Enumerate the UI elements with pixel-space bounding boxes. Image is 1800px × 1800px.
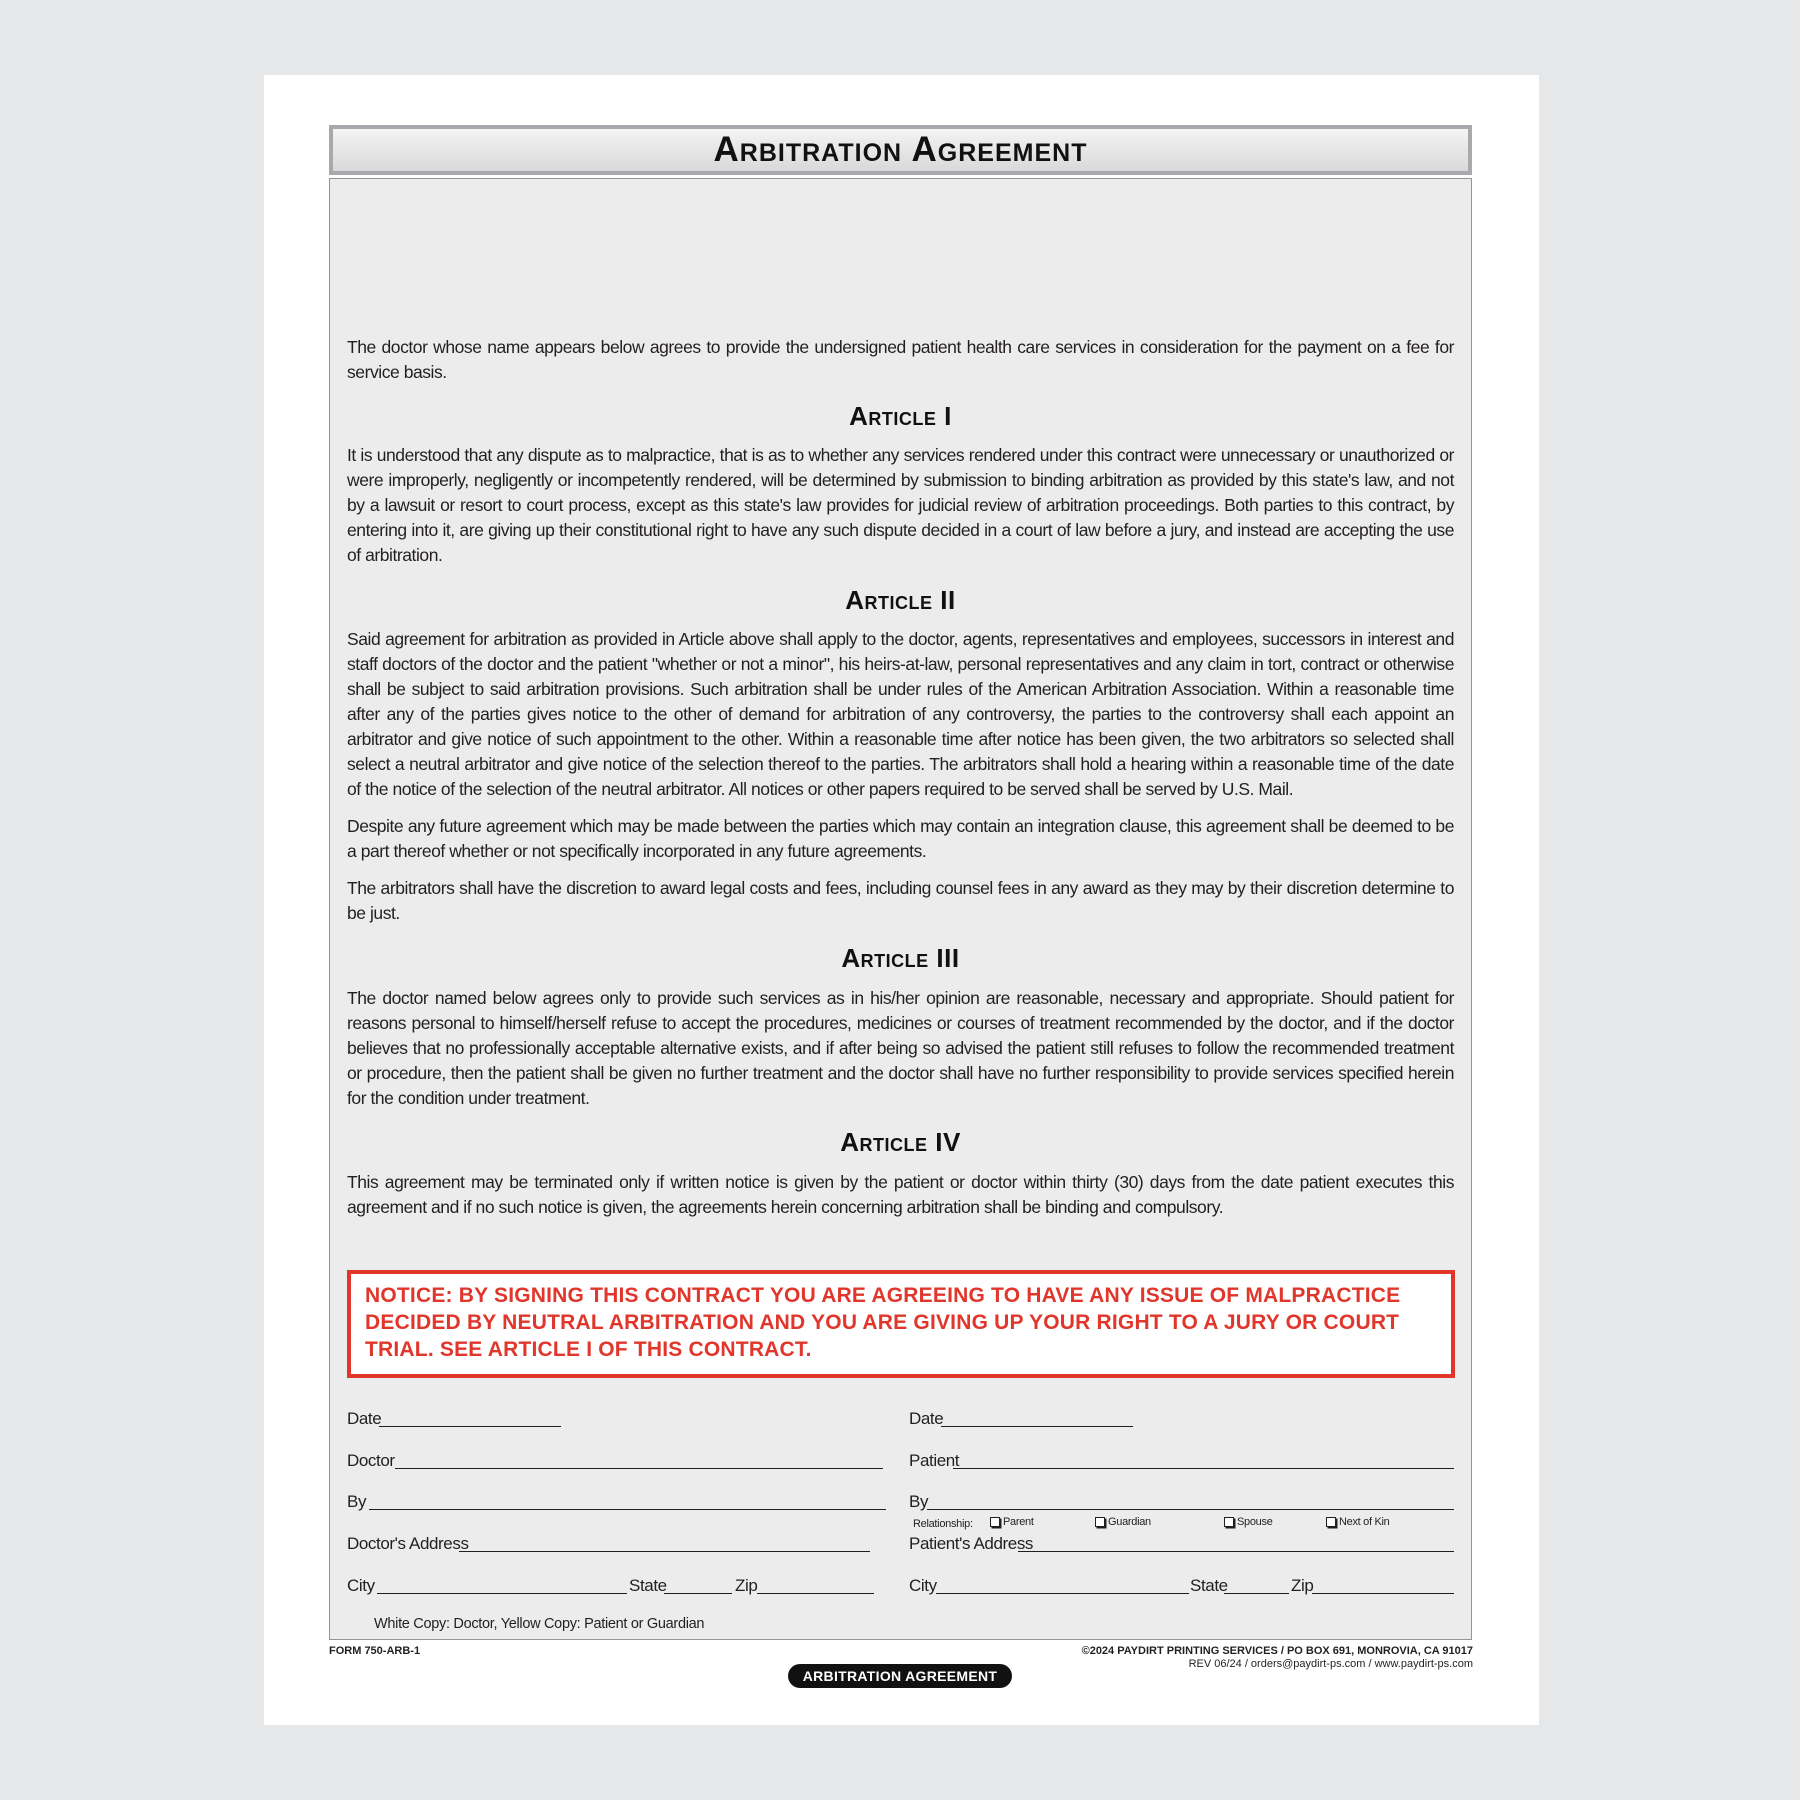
doctor-city-label: City <box>347 1576 375 1595</box>
article-2-heading: Article II <box>845 585 956 615</box>
relationship-label: Relationship: <box>913 1518 973 1530</box>
article-2-body <box>347 627 1454 802</box>
article-2-paragraph-2: Despite any future agreement which may be made between the parties which may contain an integration clause, this agreement shall be deemed to be a part thereof whether or not specifically incorporated in any future agreements. <box>347 816 1454 861</box>
spouse-checkbox[interactable] <box>1224 1517 1234 1527</box>
article-1-paragraph-1: It is understood that any dispute as to malpractice, that is as to whether any services rendered under this contract were unnecessary or unauthorized or were improperly, negligently or incompetently rendered, will be determined by submission to binding arbitration as provided by this state's law, and not by a lawsuit or resort to court process, except as this state's law provides for judicial review of arbitration proceedings. Both parties to this contract, by entering into it, are giving up their constitutional right to have any such dispute decided in a court of law before a jury, and instead are accepting the use of arbitration. <box>347 445 1454 565</box>
article-4-heading: Article IV <box>840 1127 961 1157</box>
publisher-line-1: ©2024 PAYDIRT PRINTING SERVICES / PO BOX 691, MONROVIA, CA 91017 <box>1081 1645 1473 1657</box>
relationship-option-spouse[interactable] <box>1224 1516 1273 1528</box>
parent-checkbox[interactable] <box>990 1517 1000 1527</box>
article-3-body <box>347 986 1454 1111</box>
article-1-body <box>347 443 1454 568</box>
doctor-state-field[interactable] <box>664 1593 732 1594</box>
article-2-paragraph-1: Said agreement for arbitration as provided in Article above shall apply to the doctor, agents, representatives and employees, successors in interest and staff doctors of the doctor and the patient "whether or not a minor", his heirs-at-law, personal representatives and any claim in tort, contract or otherwise shall be subject to said arbitration provisions. Such arbitration shall be under rules of the American Arbitration Association. Within a reasonable time after any of the parties gives notice to the other of demand for arbitration of any controversy, the parties to the controversy shall each appoint an arbitrator and give notice of such appointment to the other. Within a reasonable time after notice has been given, the two arbitrators so selected shall select a neutral arbitrator and give notice of the selection thereof to the parties. The arbitrators shall hold a hearing within a reasonable time of the date of the notice of the selection of the neutral arbitrator. All notices or other papers required to be served shall be served by U.S. Mail. <box>347 629 1454 799</box>
patient-date-label: Date <box>909 1409 944 1428</box>
article-3-paragraph-1: The doctor named below agrees only to provide such services as in his/her opinion are reasonable, necessary and appropriate. Should patient for reasons personal to himself/herself refuse to accept the procedures, medicines or courses of treatment recommended by the doctor, and if the doctor believes that no professionally acceptable alternative exists, and if after being so advised the patient still refuses to follow the recommended treatment or procedure, then the patient shall be given no further treatment and the doctor shall have no further responsibility to provide services specified herein for the condition under treatment. <box>347 988 1454 1108</box>
patient-state-field[interactable] <box>1224 1593 1289 1594</box>
patient-address-label: Patient's Address <box>909 1534 1034 1553</box>
article-4-body <box>347 1170 1454 1220</box>
article-3-heading: Article III <box>841 943 960 973</box>
form-number: FORM 750-ARB-1 <box>329 1645 421 1657</box>
doctor-address-label: Doctor's Address <box>347 1534 469 1553</box>
footer-title-label: ARBITRATION AGREEMENT <box>802 1668 998 1684</box>
doctor-state-label: State <box>629 1576 667 1595</box>
document-title: Arbitration Agreement <box>713 130 1088 169</box>
patient-name-label: Patient <box>909 1451 960 1470</box>
doctor-by-signature-field[interactable] <box>369 1509 886 1510</box>
guardian-checkbox[interactable] <box>1095 1517 1105 1527</box>
doctor-name-field[interactable] <box>395 1468 883 1469</box>
patient-by-label: By <box>909 1492 929 1511</box>
patient-zip-label: Zip <box>1291 1576 1314 1595</box>
doctor-zip-field[interactable] <box>757 1593 874 1594</box>
article-1-heading: Article I <box>849 401 952 431</box>
relationship-option-next-of-kin[interactable] <box>1326 1516 1390 1528</box>
article-2-paragraph-3: The arbitrators shall have the discretion to award legal costs and fees, including counsel fees in any award as they may by their discretion determine to be just. <box>347 878 1454 923</box>
next-of-kin-option-label: Next of Kin <box>1339 1516 1390 1528</box>
article-4-paragraph-1: This agreement may be terminated only if written notice is given by the patient or doctor within thirty (30) days from the date patient executes this agreement and if no such notice is given, the agreements herein concerning arbitration shall be binding and compulsory. <box>347 1172 1454 1217</box>
doctor-date-field[interactable] <box>379 1426 561 1427</box>
guardian-option-label: Guardian <box>1108 1516 1151 1528</box>
spouse-option-label: Spouse <box>1237 1516 1273 1528</box>
arbitration-notice-box: NOTICE: BY SIGNING THIS CONTRACT YOU ARE AGREEING TO HAVE ANY ISSUE OF MALPRACTICE DECIDED BY NEUTRAL ARBITRATION AND YOU ARE GIVING UP YOUR RIGHT TO A JURY OR COURT TRIAL. SEE ARTICLE I OF THIS CONTRACT. <box>347 1270 1455 1378</box>
patient-by-signature-field[interactable] <box>927 1509 1454 1510</box>
patient-city-label: City <box>909 1576 937 1595</box>
footer-title-pill <box>788 1664 1012 1688</box>
doctor-by-label: By <box>347 1492 367 1511</box>
intro-paragraph <box>347 335 1454 385</box>
article-2-body-2 <box>347 814 1454 864</box>
patient-state-label: State <box>1190 1576 1228 1595</box>
parent-option-label: Parent <box>1003 1516 1034 1528</box>
patient-city-field[interactable] <box>936 1593 1189 1594</box>
intro-text: The doctor whose name appears below agrees to provide the undersigned patient health care services in consideration for the payment on a fee for service basis. <box>347 337 1454 382</box>
doctor-address-field[interactable] <box>459 1551 870 1552</box>
doctor-city-field[interactable] <box>377 1593 627 1594</box>
patient-address-field[interactable] <box>1018 1551 1454 1552</box>
patient-zip-field[interactable] <box>1312 1593 1454 1594</box>
doctor-zip-label: Zip <box>735 1576 758 1595</box>
article-2-body-3 <box>347 876 1454 926</box>
copy-distribution-note: White Copy: Doctor, Yellow Copy: Patient or Guardian <box>374 1616 705 1632</box>
publisher-line-2: REV 06/24 / orders@paydirt-ps.com / www.paydirt-ps.com <box>1188 1658 1473 1670</box>
patient-date-field[interactable] <box>941 1426 1133 1427</box>
title-banner <box>329 125 1472 175</box>
doctor-name-label: Doctor <box>347 1451 395 1470</box>
doctor-date-label: Date <box>347 1409 382 1428</box>
relationship-option-guardian[interactable] <box>1095 1516 1151 1528</box>
next-of-kin-checkbox[interactable] <box>1326 1517 1336 1527</box>
relationship-option-parent[interactable] <box>990 1516 1034 1528</box>
patient-name-field[interactable] <box>953 1468 1454 1469</box>
